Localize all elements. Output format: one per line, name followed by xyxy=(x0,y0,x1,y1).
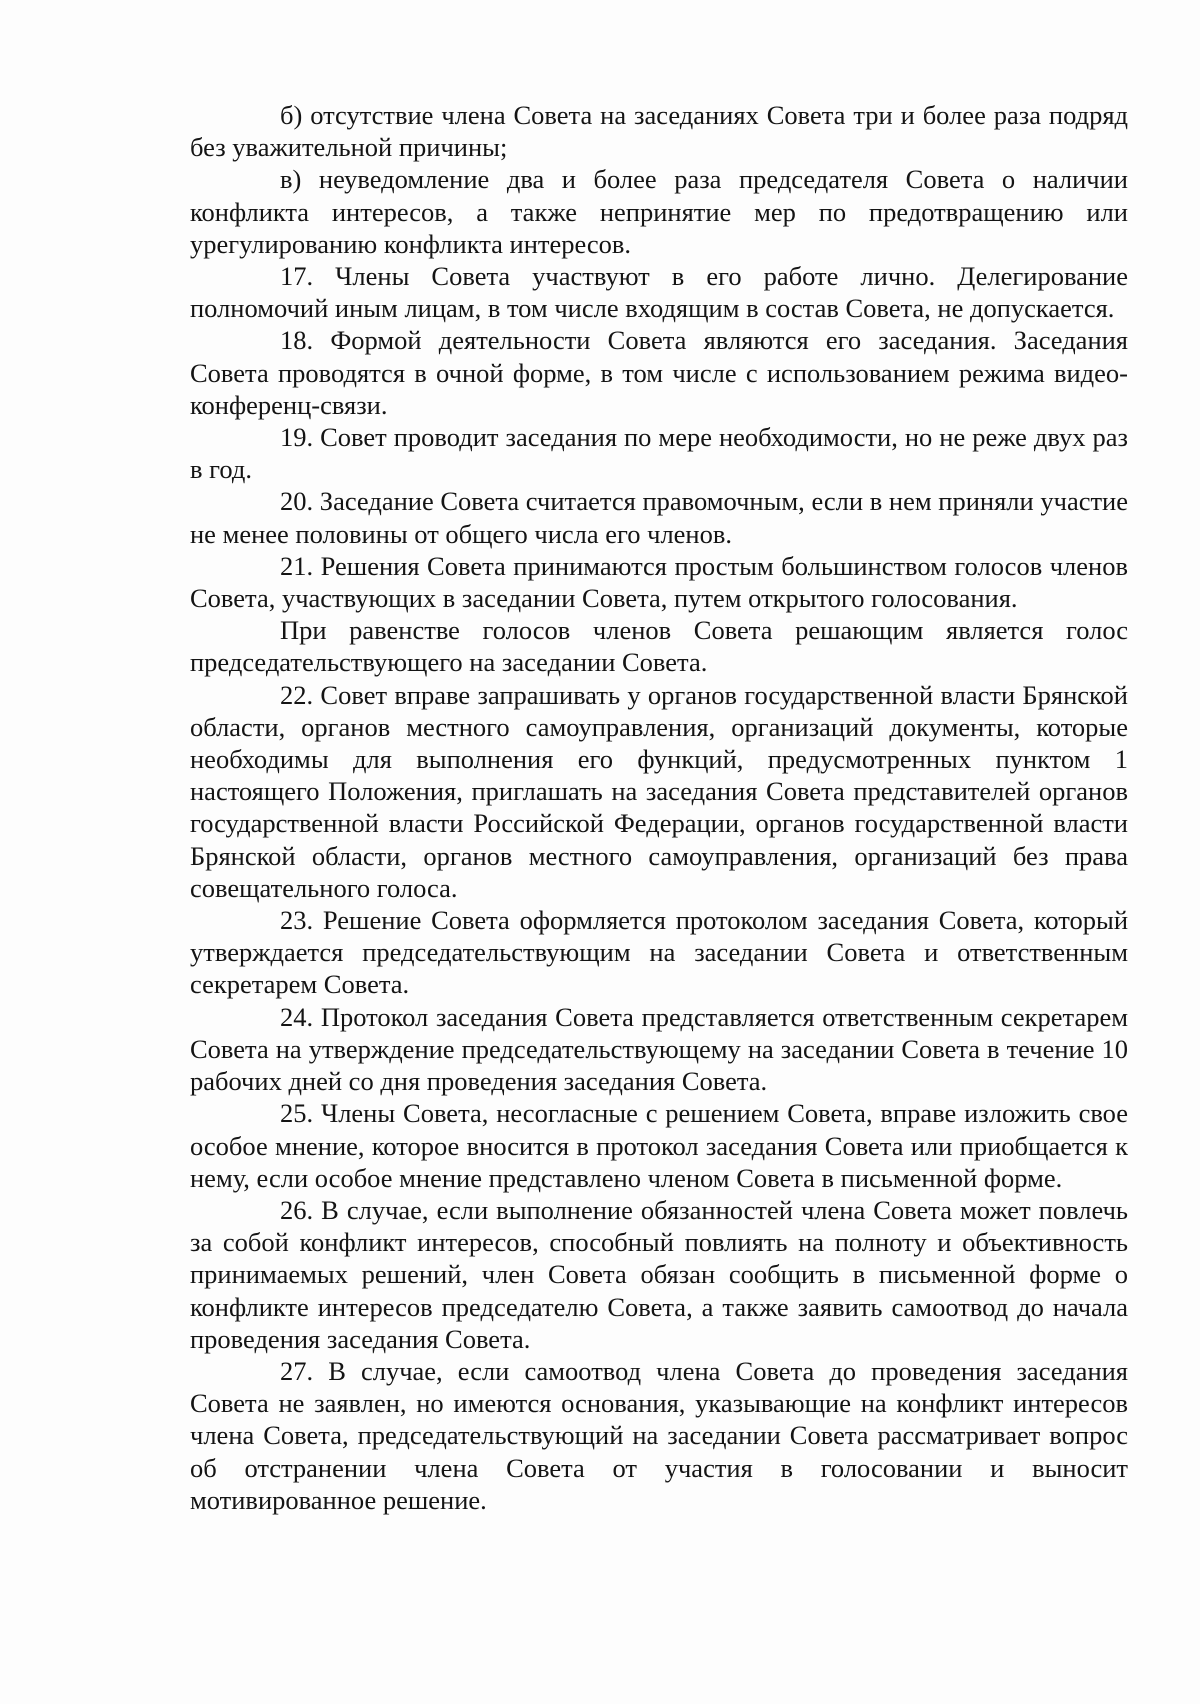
paragraph-21: 21. Решения Совета принимаются простым большинством голосов членов Совета, участвующих в заседании Совета, путем открытого голосования. xyxy=(190,550,1128,614)
paragraph-17: 17. Члены Совета участвуют в его работе лично. Делегирование полномочий иным лицам, в том числе входящим в состав Совета, не допускается. xyxy=(190,261,1128,324)
paragraph-20: 20. Заседание Совета считается правомочным, если в нем приняли участие не менее половины от общего числа его членов. xyxy=(190,486,1128,549)
paragraph-22: 22. Совет вправе запрашивать у органов государственной власти Брянской области, органов местного самоуправления, организаций документы, которые необходимы для выполнения его функций, предусмотренных пунктом 1 настоящего Положения, приглашать на заседания Совета представителей органов государственной власти Российской Федерации, органов государственной власти Брянской области, органов местного самоуправления, организаций без права совещательного голоса. xyxy=(190,679,1128,903)
paragraph-27: 27. В случае, если самоотвод члена Совета до проведения заседания Совета не заявлен, но имеются основания, указывающие на конфликт интересов члена Совета, председательствующий на заседании Совета рассматривает вопрос об отстранении члена Совета от участия в голосовании и выносит мотивированное решение. xyxy=(190,1355,1128,1515)
paragraph-24: 24. Протокол заседания Совета представляется ответственным секретарем Совета на утверждение председательствующему на заседании Совета в течение 10 рабочих дней со дня проведения заседания Совета. xyxy=(190,1001,1128,1097)
paragraph-19: 19. Совет проводит заседания по мере необходимости, но не реже двух раз в год. xyxy=(190,422,1128,485)
paragraph-b: б) отсутствие члена Совета на заседаниях Совета три и более раза подряд без уважительной причины; xyxy=(190,100,1128,163)
paragraph-18: 18. Формой деятельности Совета являются его заседания. Заседания Совета проводятся в очной форме, в том числе с использованием режима видео-конференц-связи. xyxy=(190,325,1128,420)
paragraph-26: 26. В случае, если выполнение обязанностей члена Совета может повлечь за собой конфликт интересов, способный повлиять на полноту и объективность принимаемых решений, член Совета обязан сообщить в письменной форме о конфликте интересов председателю Совета, а также заявить самоотвод до начала проведения заседания Совета. xyxy=(190,1194,1128,1354)
paragraph-v: в) неуведомление два и более раза председателя Совета о наличии конфликта интересов, а также непринятие мер по предотвращению или урегулированию конфликта интересов. xyxy=(190,164,1128,259)
paragraph-23: 23. Решение Совета оформляется протоколом заседания Совета, который утверждается председательствующим на заседании Совета и ответственным секретарем Совета. xyxy=(190,905,1128,1000)
document-body xyxy=(190,99,1128,1516)
paragraph-25: 25. Члены Совета, несогласные с решением Совета, вправе изложить свое особое мнение, которое вносится в протокол заседания Совета или приобщается к нему, если особое мнение представлено членом Совета в письменной форме. xyxy=(190,1098,1128,1193)
paragraph-21-tie-vote: При равенстве голосов членов Совета решающим является голос председательствующего на заседании Совета. xyxy=(190,615,1128,678)
